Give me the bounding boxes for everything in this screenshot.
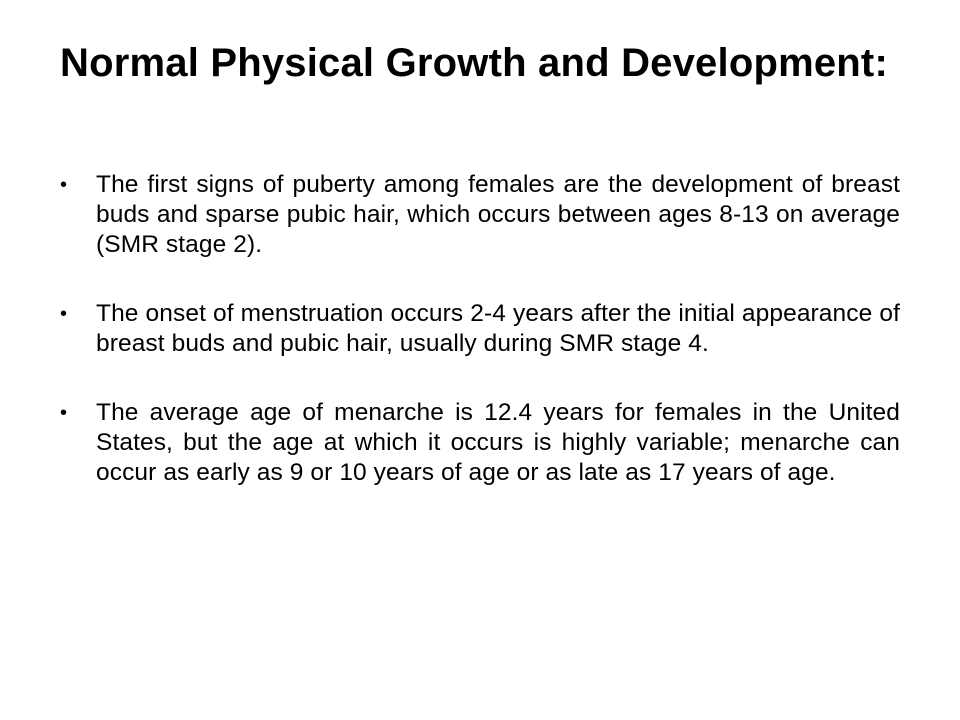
bullet-item [60, 170, 900, 260]
slide-title: Normal Physical Growth and Development: [60, 41, 888, 85]
bullet-icon: • [60, 174, 68, 196]
bullet-text: The average age of menarche is 12.4 years for females in the United States, but the age at which it occurs is highly variable; menarche can occur as early as 9 or 10 years of age or as late as 17 years of age. [96, 399, 900, 486]
bullet-item [60, 299, 900, 359]
bullet-list [60, 170, 900, 488]
bullet-text: The first signs of puberty among females are the development of breast buds and sparse pubic hair, which occurs between ages 8-13 on average (SMR stage 2). [96, 171, 900, 258]
bullet-item [60, 398, 900, 488]
bullet-icon: • [60, 303, 68, 325]
bullet-text: The onset of menstruation occurs 2-4 years after the initial appearance of breast buds and pubic hair, usually during SMR stage 4. [96, 300, 900, 357]
bullet-icon: • [60, 402, 68, 424]
